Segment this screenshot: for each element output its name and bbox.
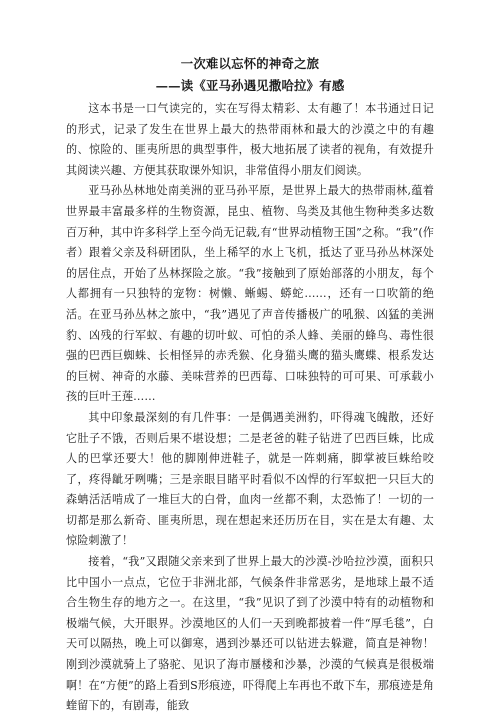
body-paragraph-sahara: 接着，“我”又跟随父亲来到了世界上最大的沙漠-沙哈拉沙漠，面积只比中国小一点点，它位于非洲北部，气候条件非常恶劣，是地球上最不适合生物生存的地方之一。在这里，“我”见识了到了沙漠中特有的动植物和极端气候，大开眼界。沙漠地区的人们一天到晚都披着一件“厚毛毯”，白天可以隔热，晚上可以御寒，遇到沙暴还可以钻进去躲避，简直是神物！刚到沙漠就骑上了骆驼、见识了海市蜃楼和沙暴，沙漠的气候真是很极端啊！在“方便”的路上看到S形痕迹，吓得爬上车再也不敢下车，那痕迹是角蝰留下的，有剧毒，能致 [66,555,434,713]
document-subtitle: ——读《亚马孙遇见撒哈拉》有感 [155,78,345,93]
document-title: 一次难以忘怀的神奇之旅 [180,56,320,71]
body-paragraph-memories: 其中印象最深刻的有几件事：一是偶遇美洲豹，吓得魂飞魄散，还好它肚子不饿，否则后果不堪设想；二是老爸的鞋子钻进了巴西巨蛛，比成人的巴掌还要大！他的脚刚伸进鞋子，就是一阵刺痛，脚掌被巨蛛给咬了，疼得龇牙咧嘴；三是亲眼目睹平时看似不凶悍的行军蚁把一只巨大的森蚺活活啃成了一堆巨大的白骨，血肉一丝都不剩，太恐怖了！一切的一切都是那么新奇、匪夷所思，现在想起来还历历在目，实在是太有趣、太惊险刺激了！ [66,410,434,548]
body-paragraph-intro: 这本书是一口气读完的，实在写得太精彩、太有趣了！本书通过日记的形式，记录了发生在世界上最大的热带雨林和最大的沙漠之中的有趣的、惊险的、匪夷所思的典型事件，极大地拓展了读者的视角，有效提升其阅读兴趣、方便其获取课外知识，非常值得小朋友们阅读。 [66,102,434,177]
body-paragraph-amazon: 亚马孙丛林地处南美洲的亚马孙平原，是世界上最大的热带雨林,蕴着世界最丰富最多样的生物资源，昆虫、植物、鸟类及其他生物种类多达数百万种，其中许多科学上至今尚无记载,有“世界动植物王国”之称。“我”(作者）跟着父亲及科研团队，坐上稀罕的水上飞机，抵达了亚马孙丛林深处的居住点，开始了丛林探险之旅。“我”接触到了原始部落的小朋友，每个人都拥有一只独特的宠物：树懒、蜥蜴、蟒蛇……，还有一口吹箭的绝活。在亚马孙丛林之旅中，“我”遇见了声音传播极广的吼猴、凶猛的美洲豹、凶残的行军蚁、有趣的切叶蚁、可怕的杀人蜂、美丽的蜂鸟、毒性很强的巴西巨蜘蛛、长相怪异的赤秃猴、化身猫头鹰的猫头鹰蝶、根系发达的巨树、神奇的水藤、美味营养的巴西莓、口味独特的可可果、可承载小孩的巨叶王莲…… [66,184,434,404]
